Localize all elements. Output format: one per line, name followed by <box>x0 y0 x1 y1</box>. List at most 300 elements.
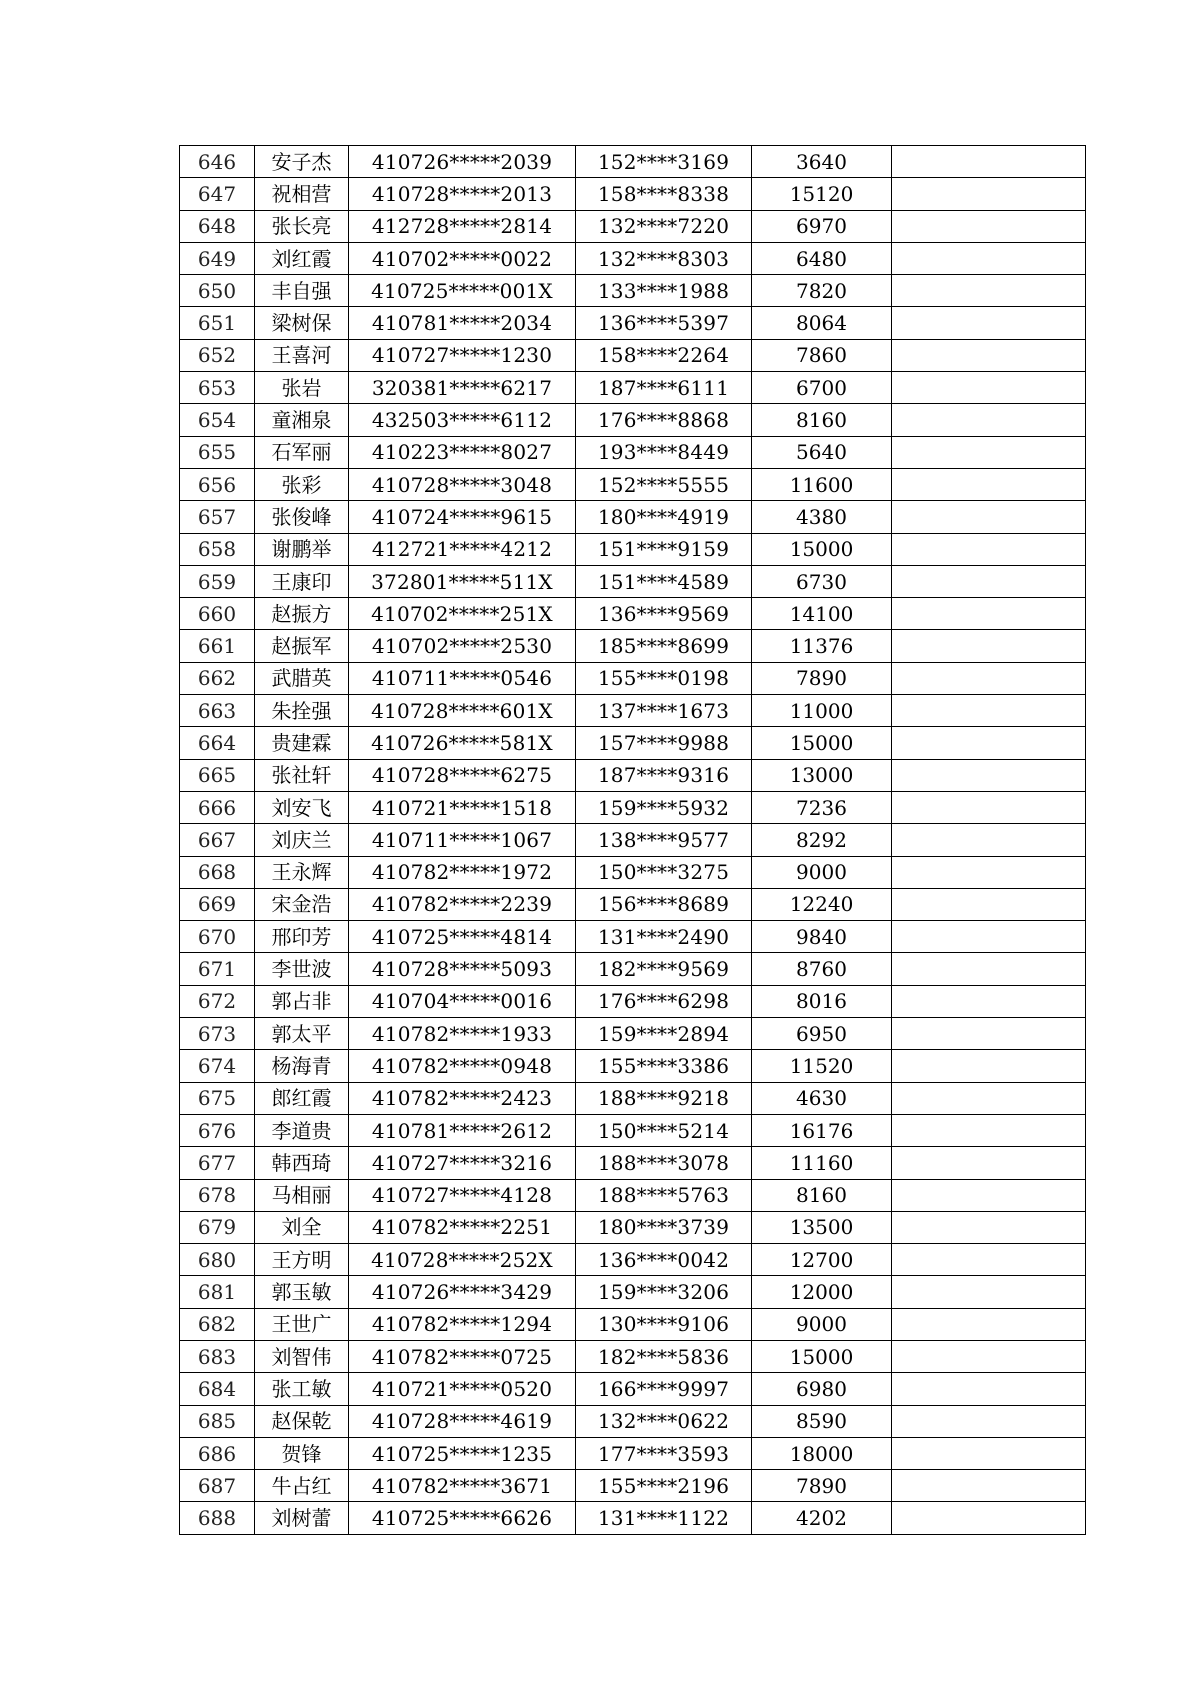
person-name-cell: 李世波 <box>255 953 349 985</box>
note-cell <box>892 1050 1086 1082</box>
person-name-cell: 王康印 <box>255 565 349 597</box>
table-row <box>180 339 1086 371</box>
table-row <box>180 1179 1086 1211</box>
person-name-cell: 韩西琦 <box>255 1147 349 1179</box>
phone-number-cell: 130****9106 <box>576 1308 752 1340</box>
phone-number-cell: 158****8338 <box>576 178 752 210</box>
row-number-cell: 687 <box>180 1470 255 1502</box>
note-cell <box>892 1114 1086 1146</box>
person-name-cell: 刘红霞 <box>255 242 349 274</box>
amount-cell: 11376 <box>752 630 892 662</box>
row-number-cell: 670 <box>180 921 255 953</box>
note-cell <box>892 1373 1086 1405</box>
amount-cell: 6730 <box>752 565 892 597</box>
table-row <box>180 1018 1086 1050</box>
id-number-cell: 410726*****581X <box>349 727 576 759</box>
note-cell <box>892 630 1086 662</box>
row-number-cell: 685 <box>180 1405 255 1437</box>
amount-cell: 15120 <box>752 178 892 210</box>
person-name-cell: 杨海青 <box>255 1050 349 1082</box>
table-row <box>180 1502 1086 1534</box>
id-number-cell: 410727*****4128 <box>349 1179 576 1211</box>
amount-cell: 6480 <box>752 242 892 274</box>
note-cell <box>892 565 1086 597</box>
note-cell <box>892 824 1086 856</box>
row-number-cell: 660 <box>180 598 255 630</box>
id-number-cell: 410728*****3048 <box>349 468 576 500</box>
note-cell <box>892 1211 1086 1243</box>
phone-number-cell: 136****5397 <box>576 307 752 339</box>
person-name-cell: 邢印芳 <box>255 921 349 953</box>
id-number-cell: 410728*****6275 <box>349 759 576 791</box>
id-number-cell: 410721*****1518 <box>349 791 576 823</box>
amount-cell: 9000 <box>752 856 892 888</box>
note-cell <box>892 404 1086 436</box>
note-cell <box>892 1147 1086 1179</box>
row-number-cell: 684 <box>180 1373 255 1405</box>
id-number-cell: 410725*****4814 <box>349 921 576 953</box>
note-cell <box>892 1340 1086 1372</box>
note-cell <box>892 307 1086 339</box>
note-cell <box>892 1308 1086 1340</box>
table-row <box>180 307 1086 339</box>
phone-number-cell: 136****0042 <box>576 1244 752 1276</box>
table-row <box>180 1308 1086 1340</box>
person-name-cell: 张长亮 <box>255 210 349 242</box>
id-number-cell: 410724*****9615 <box>349 501 576 533</box>
table-row <box>180 856 1086 888</box>
table-row <box>180 1405 1086 1437</box>
phone-number-cell: 166****9997 <box>576 1373 752 1405</box>
table-row <box>180 791 1086 823</box>
person-name-cell: 宋金浩 <box>255 888 349 920</box>
person-name-cell: 牛占红 <box>255 1470 349 1502</box>
row-number-cell: 673 <box>180 1018 255 1050</box>
row-number-cell: 672 <box>180 985 255 1017</box>
amount-cell: 4202 <box>752 1502 892 1534</box>
phone-number-cell: 188****9218 <box>576 1082 752 1114</box>
amount-cell: 7236 <box>752 791 892 823</box>
table-row <box>180 598 1086 630</box>
person-name-cell: 梁树保 <box>255 307 349 339</box>
table-row <box>180 824 1086 856</box>
note-cell <box>892 1437 1086 1469</box>
note-cell <box>892 1244 1086 1276</box>
id-number-cell: 410782*****0948 <box>349 1050 576 1082</box>
id-number-cell: 410728*****4619 <box>349 1405 576 1437</box>
table-row <box>180 695 1086 727</box>
phone-number-cell: 150****3275 <box>576 856 752 888</box>
id-number-cell: 410782*****1294 <box>349 1308 576 1340</box>
table-row <box>180 1114 1086 1146</box>
amount-cell: 11600 <box>752 468 892 500</box>
table-row <box>180 1276 1086 1308</box>
table-row <box>180 242 1086 274</box>
phone-number-cell: 176****8868 <box>576 404 752 436</box>
row-number-cell: 675 <box>180 1082 255 1114</box>
id-number-cell: 410781*****2612 <box>349 1114 576 1146</box>
table-row <box>180 1373 1086 1405</box>
person-name-cell: 朱拴强 <box>255 695 349 727</box>
person-name-cell: 张工敏 <box>255 1373 349 1405</box>
person-name-cell: 童湘泉 <box>255 404 349 436</box>
amount-cell: 8064 <box>752 307 892 339</box>
table-row <box>180 1340 1086 1372</box>
table-row <box>180 372 1086 404</box>
amount-cell: 11520 <box>752 1050 892 1082</box>
amount-cell: 13000 <box>752 759 892 791</box>
id-number-cell: 412728*****2814 <box>349 210 576 242</box>
table-row <box>180 501 1086 533</box>
phone-number-cell: 137****1673 <box>576 695 752 727</box>
amount-cell: 8760 <box>752 953 892 985</box>
note-cell <box>892 468 1086 500</box>
person-name-cell: 李道贵 <box>255 1114 349 1146</box>
table-row <box>180 436 1086 468</box>
note-cell <box>892 985 1086 1017</box>
amount-cell: 13500 <box>752 1211 892 1243</box>
person-name-cell: 张社轩 <box>255 759 349 791</box>
id-number-cell: 410726*****3429 <box>349 1276 576 1308</box>
amount-cell: 3640 <box>752 146 892 178</box>
phone-number-cell: 155****3386 <box>576 1050 752 1082</box>
phone-number-cell: 176****6298 <box>576 985 752 1017</box>
phone-number-cell: 182****9569 <box>576 953 752 985</box>
table-row <box>180 533 1086 565</box>
table-row <box>180 727 1086 759</box>
phone-number-cell: 136****9569 <box>576 598 752 630</box>
table-row <box>180 921 1086 953</box>
note-cell <box>892 1470 1086 1502</box>
row-number-cell: 650 <box>180 275 255 307</box>
roster-table <box>179 145 1086 1535</box>
phone-number-cell: 132****0622 <box>576 1405 752 1437</box>
row-number-cell: 649 <box>180 242 255 274</box>
amount-cell: 4630 <box>752 1082 892 1114</box>
note-cell <box>892 1502 1086 1534</box>
person-name-cell: 王世广 <box>255 1308 349 1340</box>
person-name-cell: 赵振军 <box>255 630 349 662</box>
amount-cell: 7860 <box>752 339 892 371</box>
note-cell <box>892 1276 1086 1308</box>
note-cell <box>892 1405 1086 1437</box>
id-number-cell: 410782*****0725 <box>349 1340 576 1372</box>
id-number-cell: 410728*****2013 <box>349 178 576 210</box>
amount-cell: 8160 <box>752 1179 892 1211</box>
phone-number-cell: 131****1122 <box>576 1502 752 1534</box>
row-number-cell: 648 <box>180 210 255 242</box>
person-name-cell: 石军丽 <box>255 436 349 468</box>
row-number-cell: 652 <box>180 339 255 371</box>
note-cell <box>892 436 1086 468</box>
table-row <box>180 662 1086 694</box>
note-cell <box>892 953 1086 985</box>
id-number-cell: 410704*****0016 <box>349 985 576 1017</box>
row-number-cell: 661 <box>180 630 255 662</box>
phone-number-cell: 158****2264 <box>576 339 752 371</box>
row-number-cell: 681 <box>180 1276 255 1308</box>
row-number-cell: 671 <box>180 953 255 985</box>
row-number-cell: 659 <box>180 565 255 597</box>
phone-number-cell: 159****5932 <box>576 791 752 823</box>
person-name-cell: 安子杰 <box>255 146 349 178</box>
table-row <box>180 630 1086 662</box>
id-number-cell: 410728*****5093 <box>349 953 576 985</box>
table-row <box>180 1147 1086 1179</box>
id-number-cell: 432503*****6112 <box>349 404 576 436</box>
person-name-cell: 张彩 <box>255 468 349 500</box>
phone-number-cell: 150****5214 <box>576 1114 752 1146</box>
note-cell <box>892 275 1086 307</box>
row-number-cell: 658 <box>180 533 255 565</box>
row-number-cell: 676 <box>180 1114 255 1146</box>
phone-number-cell: 188****5763 <box>576 1179 752 1211</box>
id-number-cell: 410223*****8027 <box>349 436 576 468</box>
amount-cell: 14100 <box>752 598 892 630</box>
person-name-cell: 贵建霖 <box>255 727 349 759</box>
row-number-cell: 688 <box>180 1502 255 1534</box>
phone-number-cell: 132****8303 <box>576 242 752 274</box>
amount-cell: 8292 <box>752 824 892 856</box>
amount-cell: 8590 <box>752 1405 892 1437</box>
row-number-cell: 656 <box>180 468 255 500</box>
table-row <box>180 759 1086 791</box>
phone-number-cell: 187****6111 <box>576 372 752 404</box>
table-row <box>180 1437 1086 1469</box>
phone-number-cell: 138****9577 <box>576 824 752 856</box>
phone-number-cell: 188****3078 <box>576 1147 752 1179</box>
id-number-cell: 410782*****1972 <box>349 856 576 888</box>
phone-number-cell: 155****0198 <box>576 662 752 694</box>
phone-number-cell: 157****9988 <box>576 727 752 759</box>
row-number-cell: 678 <box>180 1179 255 1211</box>
person-name-cell: 郭玉敏 <box>255 1276 349 1308</box>
table-row <box>180 1082 1086 1114</box>
note-cell <box>892 727 1086 759</box>
id-number-cell: 412721*****4212 <box>349 533 576 565</box>
phone-number-cell: 152****3169 <box>576 146 752 178</box>
amount-cell: 6980 <box>752 1373 892 1405</box>
phone-number-cell: 182****5836 <box>576 1340 752 1372</box>
row-number-cell: 657 <box>180 501 255 533</box>
row-number-cell: 647 <box>180 178 255 210</box>
id-number-cell: 410781*****2034 <box>349 307 576 339</box>
row-number-cell: 666 <box>180 791 255 823</box>
amount-cell: 11160 <box>752 1147 892 1179</box>
phone-number-cell: 159****3206 <box>576 1276 752 1308</box>
id-number-cell: 410702*****251X <box>349 598 576 630</box>
amount-cell: 8160 <box>752 404 892 436</box>
id-number-cell: 410711*****0546 <box>349 662 576 694</box>
row-number-cell: 677 <box>180 1147 255 1179</box>
row-number-cell: 663 <box>180 695 255 727</box>
amount-cell: 7820 <box>752 275 892 307</box>
person-name-cell: 王永辉 <box>255 856 349 888</box>
table-row <box>180 275 1086 307</box>
person-name-cell: 郭占非 <box>255 985 349 1017</box>
note-cell <box>892 533 1086 565</box>
id-number-cell: 410725*****6626 <box>349 1502 576 1534</box>
note-cell <box>892 242 1086 274</box>
person-name-cell: 贺锋 <box>255 1437 349 1469</box>
note-cell <box>892 1018 1086 1050</box>
phone-number-cell: 151****4589 <box>576 565 752 597</box>
id-number-cell: 410782*****2251 <box>349 1211 576 1243</box>
id-number-cell: 410702*****2530 <box>349 630 576 662</box>
note-cell <box>892 662 1086 694</box>
phone-number-cell: 132****7220 <box>576 210 752 242</box>
note-cell <box>892 1082 1086 1114</box>
phone-number-cell: 159****2894 <box>576 1018 752 1050</box>
amount-cell: 6970 <box>752 210 892 242</box>
person-name-cell: 张俊峰 <box>255 501 349 533</box>
person-name-cell: 王喜河 <box>255 339 349 371</box>
note-cell <box>892 501 1086 533</box>
amount-cell: 7890 <box>752 1470 892 1502</box>
id-number-cell: 410727*****3216 <box>349 1147 576 1179</box>
phone-number-cell: 185****8699 <box>576 630 752 662</box>
phone-number-cell: 180****4919 <box>576 501 752 533</box>
amount-cell: 15000 <box>752 1340 892 1372</box>
person-name-cell: 马相丽 <box>255 1179 349 1211</box>
id-number-cell: 410725*****001X <box>349 275 576 307</box>
note-cell <box>892 178 1086 210</box>
table-row <box>180 178 1086 210</box>
person-name-cell: 赵振方 <box>255 598 349 630</box>
id-number-cell: 410702*****0022 <box>349 242 576 274</box>
amount-cell: 7890 <box>752 662 892 694</box>
row-number-cell: 680 <box>180 1244 255 1276</box>
row-number-cell: 646 <box>180 146 255 178</box>
id-number-cell: 410725*****1235 <box>349 1437 576 1469</box>
row-number-cell: 653 <box>180 372 255 404</box>
id-number-cell: 410728*****601X <box>349 695 576 727</box>
note-cell <box>892 598 1086 630</box>
amount-cell: 6700 <box>752 372 892 404</box>
note-cell <box>892 372 1086 404</box>
amount-cell: 12240 <box>752 888 892 920</box>
person-name-cell: 郎红霞 <box>255 1082 349 1114</box>
note-cell <box>892 146 1086 178</box>
amount-cell: 6950 <box>752 1018 892 1050</box>
note-cell <box>892 856 1086 888</box>
person-name-cell: 刘树蕾 <box>255 1502 349 1534</box>
row-number-cell: 683 <box>180 1340 255 1372</box>
id-number-cell: 410728*****252X <box>349 1244 576 1276</box>
row-number-cell: 664 <box>180 727 255 759</box>
note-cell <box>892 888 1086 920</box>
phone-number-cell: 193****8449 <box>576 436 752 468</box>
amount-cell: 18000 <box>752 1437 892 1469</box>
person-name-cell: 赵保乾 <box>255 1405 349 1437</box>
table-row <box>180 1470 1086 1502</box>
person-name-cell: 王方明 <box>255 1244 349 1276</box>
amount-cell: 15000 <box>752 533 892 565</box>
table-row <box>180 953 1086 985</box>
amount-cell: 9000 <box>752 1308 892 1340</box>
phone-number-cell: 133****1988 <box>576 275 752 307</box>
row-number-cell: 667 <box>180 824 255 856</box>
table-row <box>180 468 1086 500</box>
id-number-cell: 410727*****1230 <box>349 339 576 371</box>
phone-number-cell: 180****3739 <box>576 1211 752 1243</box>
row-number-cell: 679 <box>180 1211 255 1243</box>
row-number-cell: 665 <box>180 759 255 791</box>
person-name-cell: 谢鹏举 <box>255 533 349 565</box>
phone-number-cell: 151****9159 <box>576 533 752 565</box>
amount-cell: 8016 <box>752 985 892 1017</box>
id-number-cell: 320381*****6217 <box>349 372 576 404</box>
row-number-cell: 669 <box>180 888 255 920</box>
phone-number-cell: 156****8689 <box>576 888 752 920</box>
table-row <box>180 565 1086 597</box>
table-row <box>180 210 1086 242</box>
note-cell <box>892 759 1086 791</box>
amount-cell: 16176 <box>752 1114 892 1146</box>
person-name-cell: 郭太平 <box>255 1018 349 1050</box>
row-number-cell: 682 <box>180 1308 255 1340</box>
person-name-cell: 丰自强 <box>255 275 349 307</box>
row-number-cell: 654 <box>180 404 255 436</box>
note-cell <box>892 1179 1086 1211</box>
amount-cell: 12700 <box>752 1244 892 1276</box>
person-name-cell: 刘安飞 <box>255 791 349 823</box>
table-row <box>180 1050 1086 1082</box>
phone-number-cell: 177****3593 <box>576 1437 752 1469</box>
person-name-cell: 刘智伟 <box>255 1340 349 1372</box>
table-row <box>180 888 1086 920</box>
amount-cell: 9840 <box>752 921 892 953</box>
note-cell <box>892 791 1086 823</box>
id-number-cell: 372801*****511X <box>349 565 576 597</box>
person-name-cell: 祝相营 <box>255 178 349 210</box>
phone-number-cell: 131****2490 <box>576 921 752 953</box>
person-name-cell: 张岩 <box>255 372 349 404</box>
amount-cell: 15000 <box>752 727 892 759</box>
table-row <box>180 146 1086 178</box>
id-number-cell: 410782*****3671 <box>349 1470 576 1502</box>
table-row <box>180 1211 1086 1243</box>
phone-number-cell: 152****5555 <box>576 468 752 500</box>
row-number-cell: 655 <box>180 436 255 468</box>
row-number-cell: 686 <box>180 1437 255 1469</box>
table-row <box>180 1244 1086 1276</box>
id-number-cell: 410721*****0520 <box>349 1373 576 1405</box>
amount-cell: 11000 <box>752 695 892 727</box>
id-number-cell: 410782*****2239 <box>349 888 576 920</box>
note-cell <box>892 921 1086 953</box>
phone-number-cell: 187****9316 <box>576 759 752 791</box>
table-row <box>180 985 1086 1017</box>
person-name-cell: 刘全 <box>255 1211 349 1243</box>
table-row <box>180 404 1086 436</box>
note-cell <box>892 210 1086 242</box>
note-cell <box>892 695 1086 727</box>
roster-table-body <box>180 146 1086 1535</box>
row-number-cell: 662 <box>180 662 255 694</box>
note-cell <box>892 339 1086 371</box>
row-number-cell: 651 <box>180 307 255 339</box>
id-number-cell: 410726*****2039 <box>349 146 576 178</box>
phone-number-cell: 155****2196 <box>576 1470 752 1502</box>
amount-cell: 4380 <box>752 501 892 533</box>
row-number-cell: 674 <box>180 1050 255 1082</box>
row-number-cell: 668 <box>180 856 255 888</box>
id-number-cell: 410782*****2423 <box>349 1082 576 1114</box>
person-name-cell: 武腊英 <box>255 662 349 694</box>
amount-cell: 5640 <box>752 436 892 468</box>
amount-cell: 12000 <box>752 1276 892 1308</box>
